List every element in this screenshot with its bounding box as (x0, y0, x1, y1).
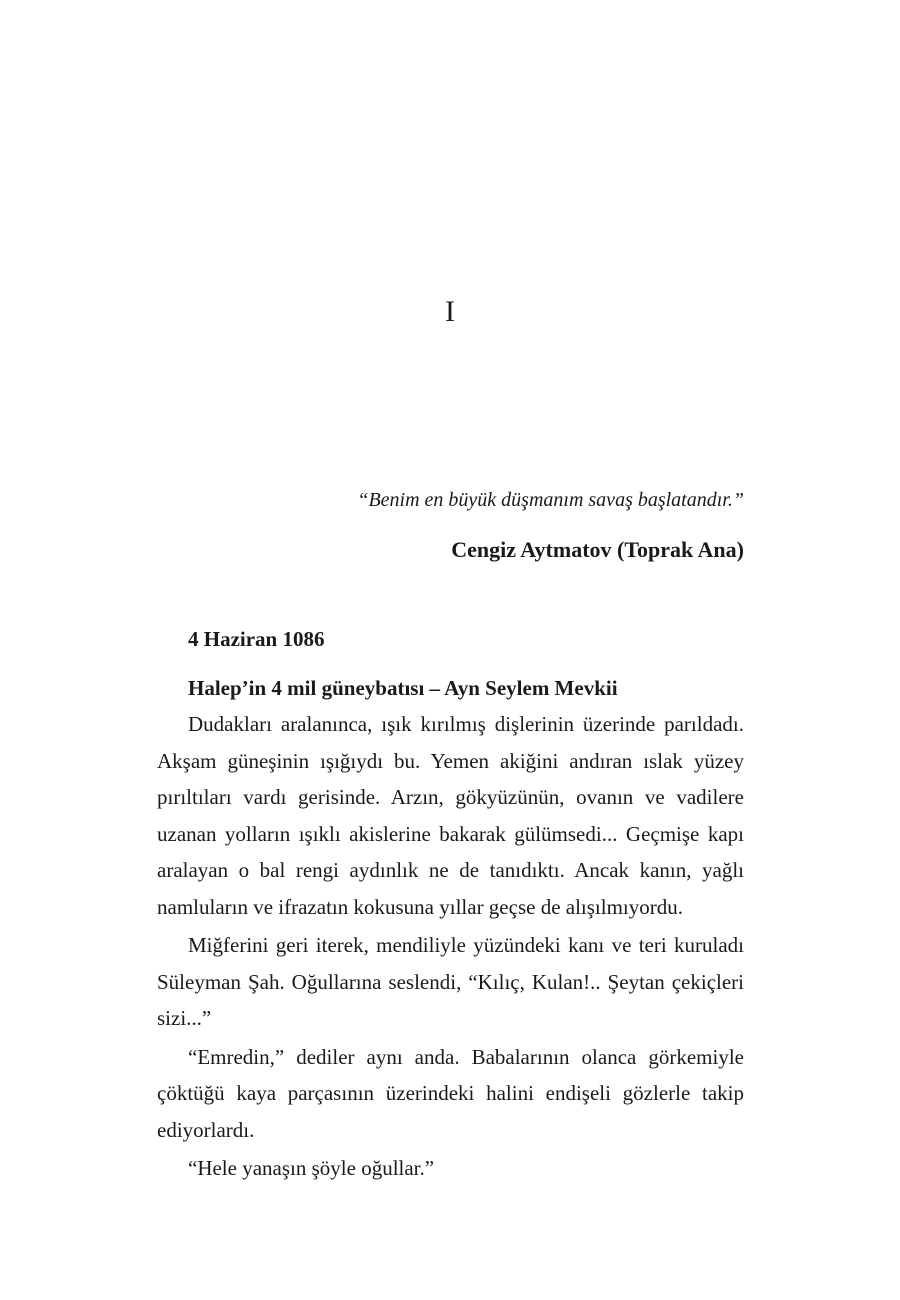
paragraph: “Emredin,” dediler aynı anda. Babalarının olanca görkemiyle çöktüğü kaya parçasının üzerindeki halini endişeli gözlerle takip ediyorlardı. (157, 1044, 744, 1142)
paragraph: Dudakları aralanınca, ışık kırılmış dişlerinin üzerinde parıldadı. Akşam güneşinin ışığıydı bu. Yemen akiğini andıran ıslak yüzey pırıltıları vardı gerisinde. Arzın, gökyüzünün, ovanın ve vadilere uzanan yolların ışıklı akislerine bakarak gülümsedi... Geçmişe kapı aralayan o bal rengi aydınlık ne de tanıdıktı. Ancak kanın, yağlı namluların ve ifrazatın kokusuna yıllar geçse de alışılmıyordu. (157, 712, 744, 919)
epigraph-author: Cengiz Aytmatov (Toprak Ana) (451, 537, 744, 562)
paragraph: Miğferini geri iterek, mendiliyle yüzündeki kanı ve teri kuruladı Süleyman Şah. Oğullarına seslendi, “Kılıç, Kulan!.. Şeytan çekiçleri sizi...” (157, 933, 744, 1030)
epigraph (157, 482, 744, 568)
epigraph-quote: “Benim en büyük düşmanım savaş başlatandır.” (357, 489, 744, 511)
chapter-number: I (445, 295, 455, 328)
section-date: 4 Haziran 1086 (188, 627, 325, 651)
paragraph: “Hele yanaşın şöyle oğullar.” (188, 1156, 435, 1180)
section-place: Halep’in 4 mil güneybatısı – Ayn Seylem Mevkii (188, 675, 618, 700)
chapter-body (157, 621, 744, 1187)
